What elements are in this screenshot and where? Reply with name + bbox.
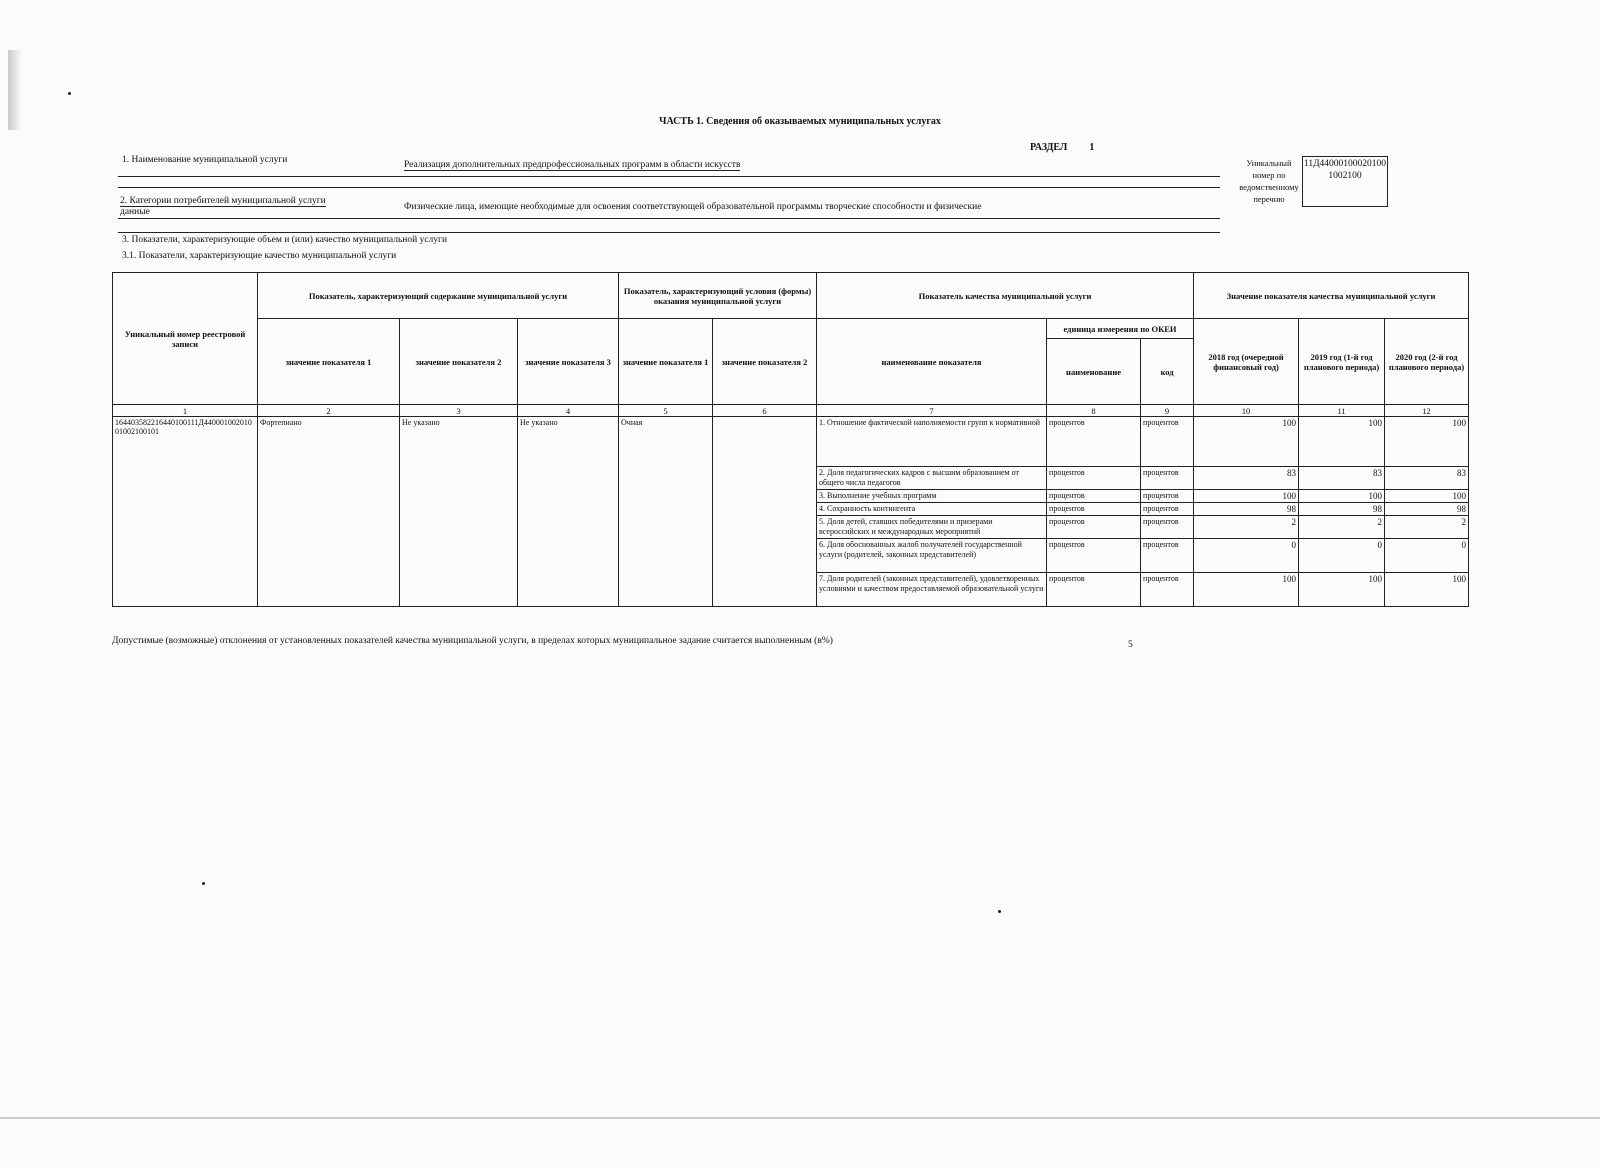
- service-name-value: Реализация дополнительных предпрофессиональных программ в области искусств: [404, 160, 741, 170]
- scan-speck: [68, 92, 71, 95]
- header-condition-val1: значение показателя 1: [619, 319, 713, 405]
- unique-number-box: [1302, 156, 1388, 207]
- unique-number-label: Уникальный номер по ведомственному перечню: [1239, 158, 1299, 204]
- indicator-code: процентов: [1141, 503, 1194, 516]
- column-number: 7: [817, 405, 1047, 417]
- header-2018: 2018 год (очередной финансовый год): [1194, 319, 1299, 405]
- header-content-val3: значение показателя 3: [518, 319, 619, 405]
- header-quality: Показатель качества муниципальной услуги: [817, 273, 1194, 319]
- value-2019: 83: [1299, 467, 1385, 490]
- header-registry: Уникальный номер реестровой записи: [113, 273, 258, 405]
- value-2020: 0: [1385, 539, 1469, 573]
- column-number: 4: [518, 405, 619, 417]
- unique-number-line2: 1002100: [1328, 171, 1362, 181]
- indicator-name: 2. Доля педагогических кадров с высшим образованием от общего числа педагогов: [817, 467, 1047, 490]
- deviation-text: Допустимые (возможные) отклонения от установленных показателей качества муниципальной услуги, в пределах которых муниципальное задание считается выполненным (в%): [112, 636, 833, 646]
- form-rule: [118, 187, 1220, 188]
- header-content-val1: значение показателя 1: [258, 319, 400, 405]
- column-number: 1: [113, 405, 258, 417]
- value-2018: 0: [1194, 539, 1299, 573]
- header-2019: 2019 год (1-й год планового периода): [1299, 319, 1385, 405]
- indicators-heading: 3. Показатели, характеризующие объем и (или) качество муниципальной услуги: [122, 235, 448, 245]
- header-content: Показатель, характеризующий содержание муниципальной услуги: [258, 273, 619, 319]
- quality-indicators-heading: 3.1. Показатели, характеризующие качество муниципальной услуги: [122, 251, 397, 261]
- deviation-value: 5: [1128, 640, 1133, 650]
- column-number: 12: [1385, 405, 1469, 417]
- header-conditions: Показатель, характеризующий условия (формы) оказания муниципальной услуги: [619, 273, 817, 319]
- header-okei-name: наименование: [1047, 339, 1141, 405]
- section-label: [1030, 142, 1094, 153]
- column-number: 2: [258, 405, 400, 417]
- header-quality-value: Значение показателя качества муниципальной услуги: [1194, 273, 1469, 319]
- value-2018: 2: [1194, 516, 1299, 539]
- value-2020: 83: [1385, 467, 1469, 490]
- value-2018: 100: [1194, 573, 1299, 607]
- column-number: 11: [1299, 405, 1385, 417]
- indicator-code: процентов: [1141, 490, 1194, 503]
- value-2019: 100: [1299, 417, 1385, 467]
- column-number: 10: [1194, 405, 1299, 417]
- value-2020: 100: [1385, 573, 1469, 607]
- consumers-value-cont: данные: [120, 207, 150, 217]
- value-2018: 100: [1194, 417, 1299, 467]
- page-title: ЧАСТЬ 1. Сведения об оказываемых муниципальных услугах: [659, 116, 941, 127]
- table-row: [113, 417, 1469, 467]
- value-2018: 100: [1194, 490, 1299, 503]
- form-rule: [118, 218, 1220, 219]
- scan-bottom-edge: [0, 1117, 1600, 1119]
- indicator-unit: процентов: [1047, 539, 1141, 573]
- value-2020: 100: [1385, 490, 1469, 503]
- indicator-unit: процентов: [1047, 467, 1141, 490]
- consumers-label: 2. Категории потребителей муниципальной услуги: [120, 196, 326, 206]
- indicator-unit: процентов: [1047, 490, 1141, 503]
- indicator-name: 4. Сохранность контингента: [817, 503, 1047, 516]
- column-number: 3: [400, 405, 518, 417]
- value-2020: 100: [1385, 417, 1469, 467]
- form-rule: [118, 176, 1220, 177]
- registry-number: 164403582216440100111Д44000100201001002100101: [113, 417, 258, 607]
- value-2019: 100: [1299, 490, 1385, 503]
- column-number: 5: [619, 405, 713, 417]
- column-number: 9: [1141, 405, 1194, 417]
- header-condition-val2: значение показателя 2: [713, 319, 817, 405]
- indicator-name: 5. Доля детей, ставших победителями и призерами всероссийских и международных мероприятий: [817, 516, 1047, 539]
- value-2020: 98: [1385, 503, 1469, 516]
- indicator-name: 6. Доля обоснованных жалоб получателей государственной услуги (родителей, законных представителей): [817, 539, 1047, 573]
- indicator-name: 3. Выполнение учебных программ: [817, 490, 1047, 503]
- scan-speck: [998, 910, 1001, 913]
- header-2020: 2020 год (2-й год планового периода): [1385, 319, 1469, 405]
- value-2018: 83: [1194, 467, 1299, 490]
- consumers-value: Физические лица, имеющие необходимые для освоения соответствующей образовательной программы творческие способности и физические: [404, 202, 982, 212]
- content-value-1: Фортепиано: [258, 417, 400, 607]
- header-content-val2: значение показателя 2: [400, 319, 518, 405]
- indicator-name: 1. Отношение фактической наполняемости групп к нормативной: [817, 417, 1047, 467]
- table-header-row: [113, 319, 1469, 339]
- indicator-code: процентов: [1141, 573, 1194, 607]
- section-number: 1: [1089, 142, 1095, 153]
- indicator-name: 7. Доля родителей (законных представителей), удовлетворенных условиями и качеством предоставляемой образовательной услуги: [817, 573, 1047, 607]
- service-name-label: 1. Наименование муниципальной услуги: [122, 155, 288, 165]
- value-2019: 98: [1299, 503, 1385, 516]
- value-2019: 100: [1299, 573, 1385, 607]
- condition-value-2: [713, 417, 817, 607]
- unique-number-line1: 11Д44000100020100: [1303, 159, 1387, 169]
- value-2018: 98: [1194, 503, 1299, 516]
- indicator-unit: процентов: [1047, 417, 1141, 467]
- indicator-code: процентов: [1141, 417, 1194, 467]
- indicator-unit: процентов: [1047, 516, 1141, 539]
- content-value-3: Не указано: [518, 417, 619, 607]
- indicator-code: процентов: [1141, 467, 1194, 490]
- column-number: 8: [1047, 405, 1141, 417]
- header-okei-code: код: [1141, 339, 1194, 405]
- value-2019: 2: [1299, 516, 1385, 539]
- indicator-code: процентов: [1141, 539, 1194, 573]
- scan-speck: [202, 882, 205, 885]
- value-2020: 2: [1385, 516, 1469, 539]
- column-number: 6: [713, 405, 817, 417]
- header-okei: единица измерения по ОКЕИ: [1047, 319, 1194, 339]
- table-header-row: [113, 273, 1469, 319]
- condition-value-1: Очная: [619, 417, 713, 607]
- column-number-row: [113, 405, 1469, 417]
- value-2019: 0: [1299, 539, 1385, 573]
- form-rule: [118, 232, 1220, 233]
- header-indicator-name: наименование показателя: [817, 319, 1047, 405]
- quality-indicators-table: [112, 272, 1469, 607]
- content-value-2: Не указано: [400, 417, 518, 607]
- indicator-unit: процентов: [1047, 503, 1141, 516]
- indicator-unit: процентов: [1047, 573, 1141, 607]
- section-label-text: РАЗДЕЛ: [1030, 142, 1068, 153]
- indicator-code: процентов: [1141, 516, 1194, 539]
